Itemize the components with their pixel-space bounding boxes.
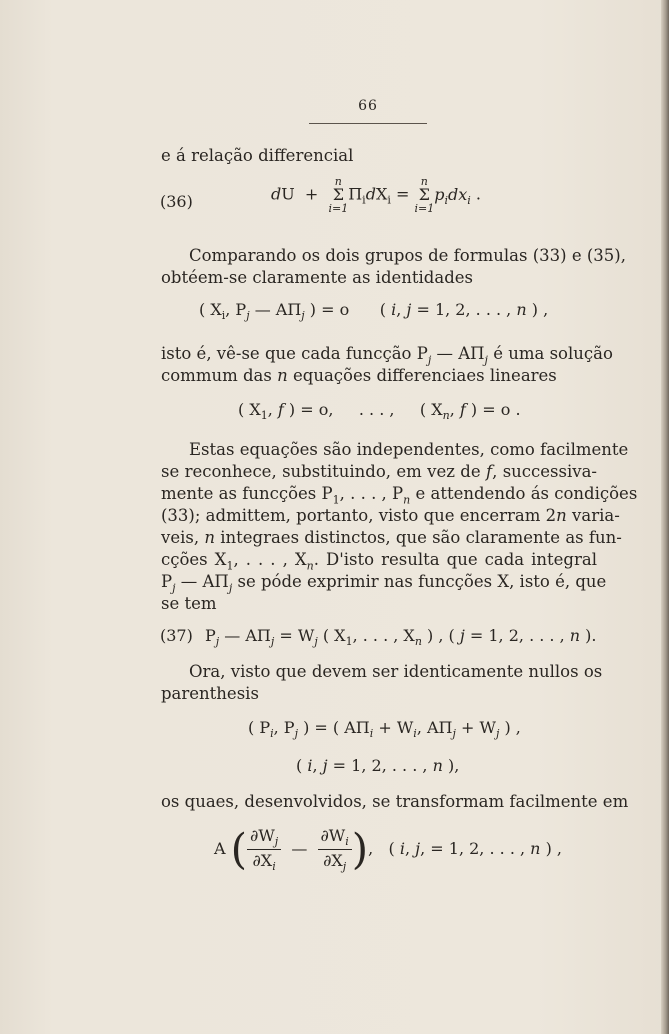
text-line-4: isto é, vê-se que cada funcção $P_j$ — $A\Pi_j$ é uma solução — [161, 344, 613, 367]
equation-36: dU + n Σ i=1 $\Pi_idX_i$ = n Σ i=1 $p_idx_i$ . — [271, 175, 481, 215]
text-line-10: veis, n integraes distinctos, que são claramente as fun- — [161, 528, 622, 547]
equation-37: $P_j$ — $A\Pi_j = W_j$ ( $X_1$, . . . , $X_n$ ) , ( j = 1, 2, . . . , n ). — [205, 626, 597, 649]
header-rule — [309, 123, 427, 124]
equation-range: ( i, j = 1, 2, . . . , n ), — [296, 756, 460, 775]
text-line-15: parenthesis — [161, 684, 259, 703]
text-line-13: se tem — [161, 594, 217, 613]
equation-36-label: (36) — [160, 192, 193, 211]
equation-linear: ( $X_1$, f ) = o, . . . , ( $X_n$, f ) = o . — [238, 400, 521, 423]
text-line-16: os quaes, desenvolvidos, se transformam facilmente em — [161, 792, 629, 811]
equation-37-label: (37) — [160, 626, 193, 645]
page-edge — [661, 0, 669, 1034]
text-line-11: cções $X_1$, . . . , $X_n$. D'isto resulta que cada integral — [161, 550, 597, 573]
text-line-1: e á relação differencial — [161, 146, 354, 165]
equation-parenthesis: ( $P_i$, $P_j$ ) = ( $A\Pi_i + W_i$, $A\Pi_j + W_j$ ) , — [248, 718, 521, 741]
text-line-8: mente as funcções $P_1$, . . . , $P_n$ e attendendo ás condições — [161, 484, 638, 507]
equation-identities: ( $X_i$, $P_j$ — $A\Pi_j$ ) = o ( i, j = 1, 2, . . . , n ) , — [199, 300, 549, 323]
text-line-3: obtéem-se claramente as identidades — [161, 268, 473, 287]
text-line-12: $P_j$ — $A\Pi_j$ se póde exprimir nas funcções X, isto é, que — [161, 572, 607, 595]
text-line-9: (33); admittem, portanto, visto que encerram 2n varia- — [161, 506, 620, 525]
text-line-2: Comparando os dois grupos de formulas (33) e (35), — [189, 246, 626, 265]
equation-final: A ( $\frac{\partial W_j}{\partial X_i}$ — $\frac{\partial W_i}{\partial X_j}$ ), ( i, j, = 1, 2, . . . , n ) , — [214, 824, 562, 874]
text-line-5: commum das n equações differenciaes lineares — [161, 366, 557, 385]
text-line-14: Ora, visto que devem ser identicamente nullos os — [189, 662, 603, 681]
page-number: 66 — [358, 98, 378, 114]
text-line-6: Estas equações são independentes, como facilmente — [189, 440, 629, 459]
text-line-7: se reconhece, substituindo, em vez de f, successiva- — [161, 462, 597, 481]
